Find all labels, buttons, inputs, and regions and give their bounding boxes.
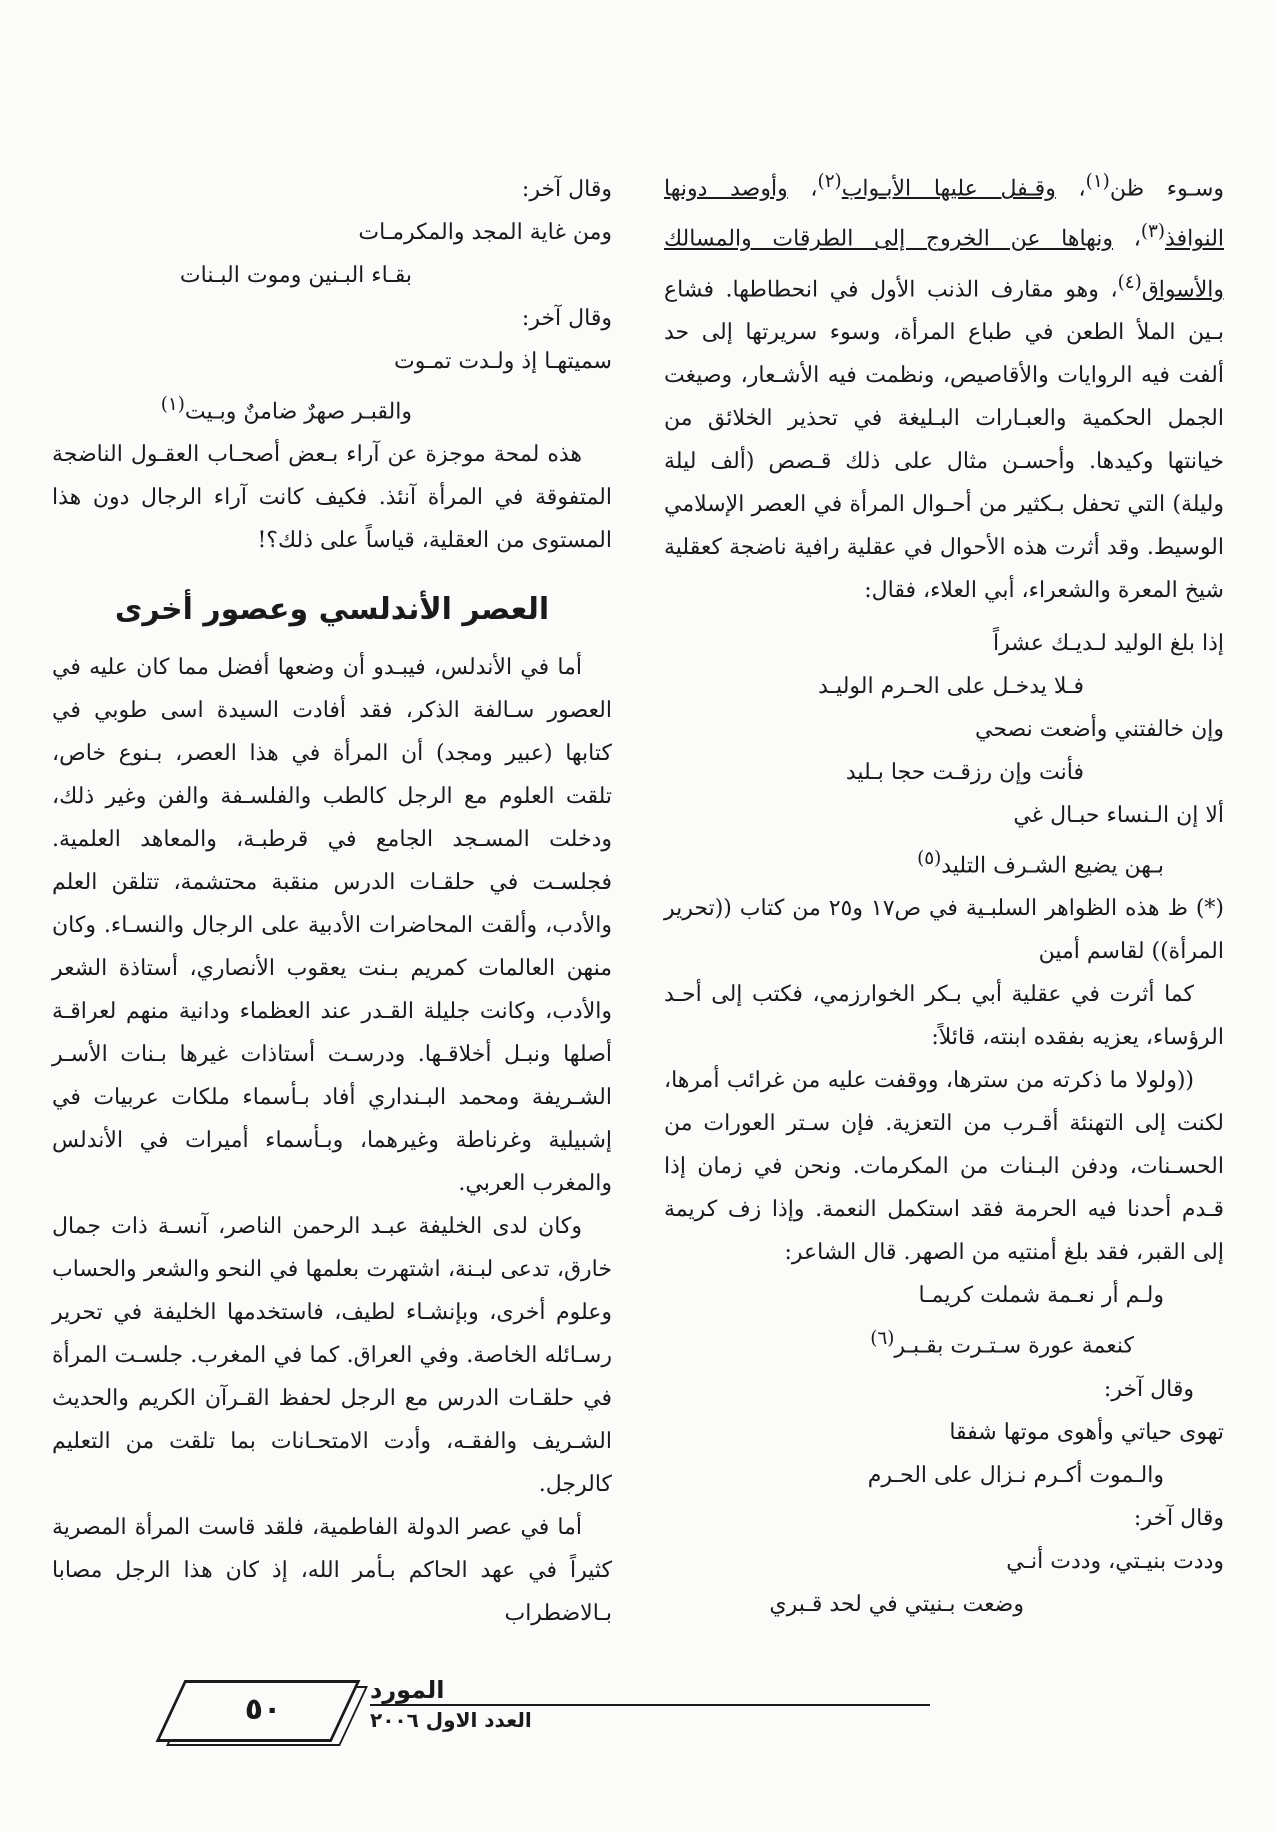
left-column <box>52 168 612 1635</box>
footer-rule <box>370 1704 930 1706</box>
verse-line: بقـاء البـنين وموت البـنات <box>179 263 412 288</box>
verse-line: ومن غاية المجد والمكرمـات <box>358 220 612 245</box>
verse-line: بـهن يضيع الشـرف التليد$^{(٥)}$ <box>917 847 1164 879</box>
paragraph: كما أثرت في عقلية أبي بـكر الخوارزمي، فكتب إلى أحـد الرؤساء، يعزيه بفقده ابنته، قائلاً: <box>664 982 1224 1051</box>
text: كنعمة عورة سـتـرت بقـبـر <box>894 1333 1134 1359</box>
said-another: وقال آخر: <box>1103 1376 1194 1402</box>
verse-line: تهوى حياتي وأهوى موتها شفقا <box>949 1419 1224 1445</box>
paragraph: أما في الأندلس، فيبـدو أن وضعها أفضل مما كان عليه في العصور سـالفة الذكر، فقد أفادت السيدة اسى طوبي في كتابها (عبير ومجد) أن المرأة في هذا العصر، بـنوع خاص، تلقت العلوم مع الرجل كالطب والفلسـفة والفن وغير ذلك، ودخلت المسـجد الجامع في قرطبـة، والمعاهد العلمية. فجلسـت في حلقـات الدرس منقبة محتشمة، تتلقن العلم والأدب، وألقت المحاضرات الأدبية على الرجال والنسـاء. وكان منهن العالمات كمريم بـنت يعقوب الأنصاري، أستاذة الشعر والأدب، وكانت جليلة القـدر عند العظماء ودانية منهم لعراقـة أصلها ونبـل أخلاقـها. ودرسـت أستاذات غيرها بـنات الأسـر الشـريفة ومحمد البـنداري أفاد بـأسماء ملكات عربيات في إشبيلية وغرناطة وغيرهما، وبـأسماء أميرات في الأندلس والمغرب العربي. <box>52 655 612 1197</box>
verse-line: ألا إن الـنساء حبـال غي <box>1013 802 1224 828</box>
verse-line: وددت بنيـتي، وددت أنـي <box>1006 1548 1224 1574</box>
paragraph: أما في عصر الدولة الفاطمية، فلقد قاست المرأة المصرية كثيراً في عهد الحاكم بـأمر الله، إذ كان هذا الرجل مصابا بـالاضطراب <box>52 1515 612 1627</box>
section-title: العصر الأندلسي وعصور أخرى <box>114 592 550 628</box>
underlined-text: ونهاها عن الخروج إلى الطرقات والمسالك والأسواق <box>664 226 1224 302</box>
said-another: وقال آخر: <box>521 306 612 331</box>
issue-label: العدد الاول ٢٠٠٦ <box>370 1708 532 1732</box>
said-another: وقال آخر: <box>1133 1505 1224 1531</box>
underlined-text: وقـفل عليها الأبـواب <box>841 176 1056 202</box>
text: والقبـر صهرٌ ضامنٌ وبـيت <box>184 399 412 425</box>
verse-line: والقبـر صهرٌ ضامنٌ وبـيت$^{(١)}$ <box>160 394 412 425</box>
verse-line: كنعمة عورة سـتـرت بقـبـر$^{(٦)}$ <box>870 1328 1134 1359</box>
paragraph: وسـوء ظن$^{(١)}$، وقـفل عليها الأبـواب$^{(٢)}$، وأوصد دونها النوافذ$^{(٣)}$، ونهاها عن الخروج إلى الطرقات والمسالك والأسواق$^{(٤)}$، وهو مقارف الذنب الأول في انحطاطها. فشاع بـين الملأ الطعن في طباع المرأة، وسوء سريرتها إلى حد ألفت فيه الروايات والأقاصيص، ونظمت فيه الأشـعار، وصيغت الجمل الحكمية والعبـارات البـليغة في تحذير الخلائق من خيانتها وكيدها. وأحسـن مثال على ذلك قـصص (ألف ليلة وليلة) التي تحفل بـكثير من أحـوال المرأة في العصر الإسلامي الوسيط. وقد أثرت هذه الأحوال في عقلية رافية ناضجة كعقلية شيخ المعرة والشعراء، أبي العلاء، فقال: <box>664 171 1225 603</box>
paragraph: وكان لدى الخليفة عبـد الرحمن الناصر، آنسـة ذات جمال خارق، تدعى لبـنة، اشتهرت بعلمها في النحو والشعر والحساب وعلوم أخرى، وبإنشـاء لطيف، فاستخدمها الخليفة في تحرير رسـائله الخاصة. وفي العراق. كما في المغرب. جلسـت المرأة في حلقـات الدرس مع الرجل لحفظ القـرآن الكريم والحديث الشـريف والفقـه، وأدت الامتحـانات بما تلقت من التعليم كالرجل. <box>52 1214 612 1498</box>
text: وسـوء ظن <box>1109 176 1225 202</box>
text: وهو مقارف الذنب الأول في انحطاطها. فشاع بـين الملأ الطعن في طباع المرأة، وسوء سريرتها إلى حد ألفت فيه الروايات والأقاصيص، ونظمت فيه الأشـعار، وصيغت الجمل الحكمية والعبـارات البـليغة في تحذير الخلائق من خيانتها وكيدها. وأحسـن مثال على ذلك قـصص (ألف ليلة وليلة) التي تحفل بـكثير من أحـوال المرأة في العصر الإسلامي الوسيط. وقد أثرت هذه الأحوال في عقلية رافية ناضجة كعقلية شيخ المعرة والشعراء، أبي العلاء، فقال: <box>664 276 1224 603</box>
said-another: وقال آخر: <box>521 177 612 202</box>
underlined-text: وأوصد دونها النوافذ <box>664 176 1225 252</box>
footnote: (*) ظ هذه الظواهر السلبـية في ص١٧ و٢٥ من كتاب ((تحرير المرأة)) لقاسم أمين <box>664 896 1224 965</box>
verse-line: ولـم أر نعـمة شملت كريمـا <box>918 1283 1164 1309</box>
verse-line: وضعت بـنيتي في لحد قـبري <box>769 1591 1024 1617</box>
verse-line: سميتهـا إذ ولـدت تمـوت <box>393 349 612 374</box>
page-number: ٥٠ <box>244 1692 282 1727</box>
magazine-name: المورد <box>370 1676 445 1704</box>
verse-line: والـموت أكـرم نـزال على الحـرم <box>867 1462 1164 1488</box>
page-footer <box>170 1672 930 1762</box>
verse-line: فـلا يدخـل على الحـرم الوليـد <box>818 673 1084 699</box>
verse-line: فأنت وإن رزقـت حجا بـليد <box>845 759 1084 785</box>
verse-line: وإن خالفتني وأضعت نصحي <box>975 716 1224 742</box>
paragraph: ((ولولا ما ذكرته من سترها، ووقفت عليه من غرائب أمرها، لكنت إلى التهنئة أقـرب من التعزية. فإن سـتر العورات من الحسـنات، ودفن البـنات من المكرمات. ونحن في زمان إذا قـدم أحدنا فيه الحرمة فقد استكمل النعمة. وإذا زف كريمة إلى القبر، فقد بلغ أمنتيه من الصهر. قال الشاعر: <box>664 1068 1224 1266</box>
verse-line: إذا بلغ الوليد لـديـك عشراً <box>993 630 1224 656</box>
right-column <box>664 160 1224 1626</box>
text: بـهن يضيع الشـرف التليد <box>941 853 1164 879</box>
paragraph: هذه لمحة موجزة عن آراء بـعض أصحـاب العقـول الناضجة المتفوقة في المرأة آنئذ. فكيف كانت آراء الرجال دون هذا المستوى من العقلية، قياساً على ذلك؟! <box>52 442 612 554</box>
